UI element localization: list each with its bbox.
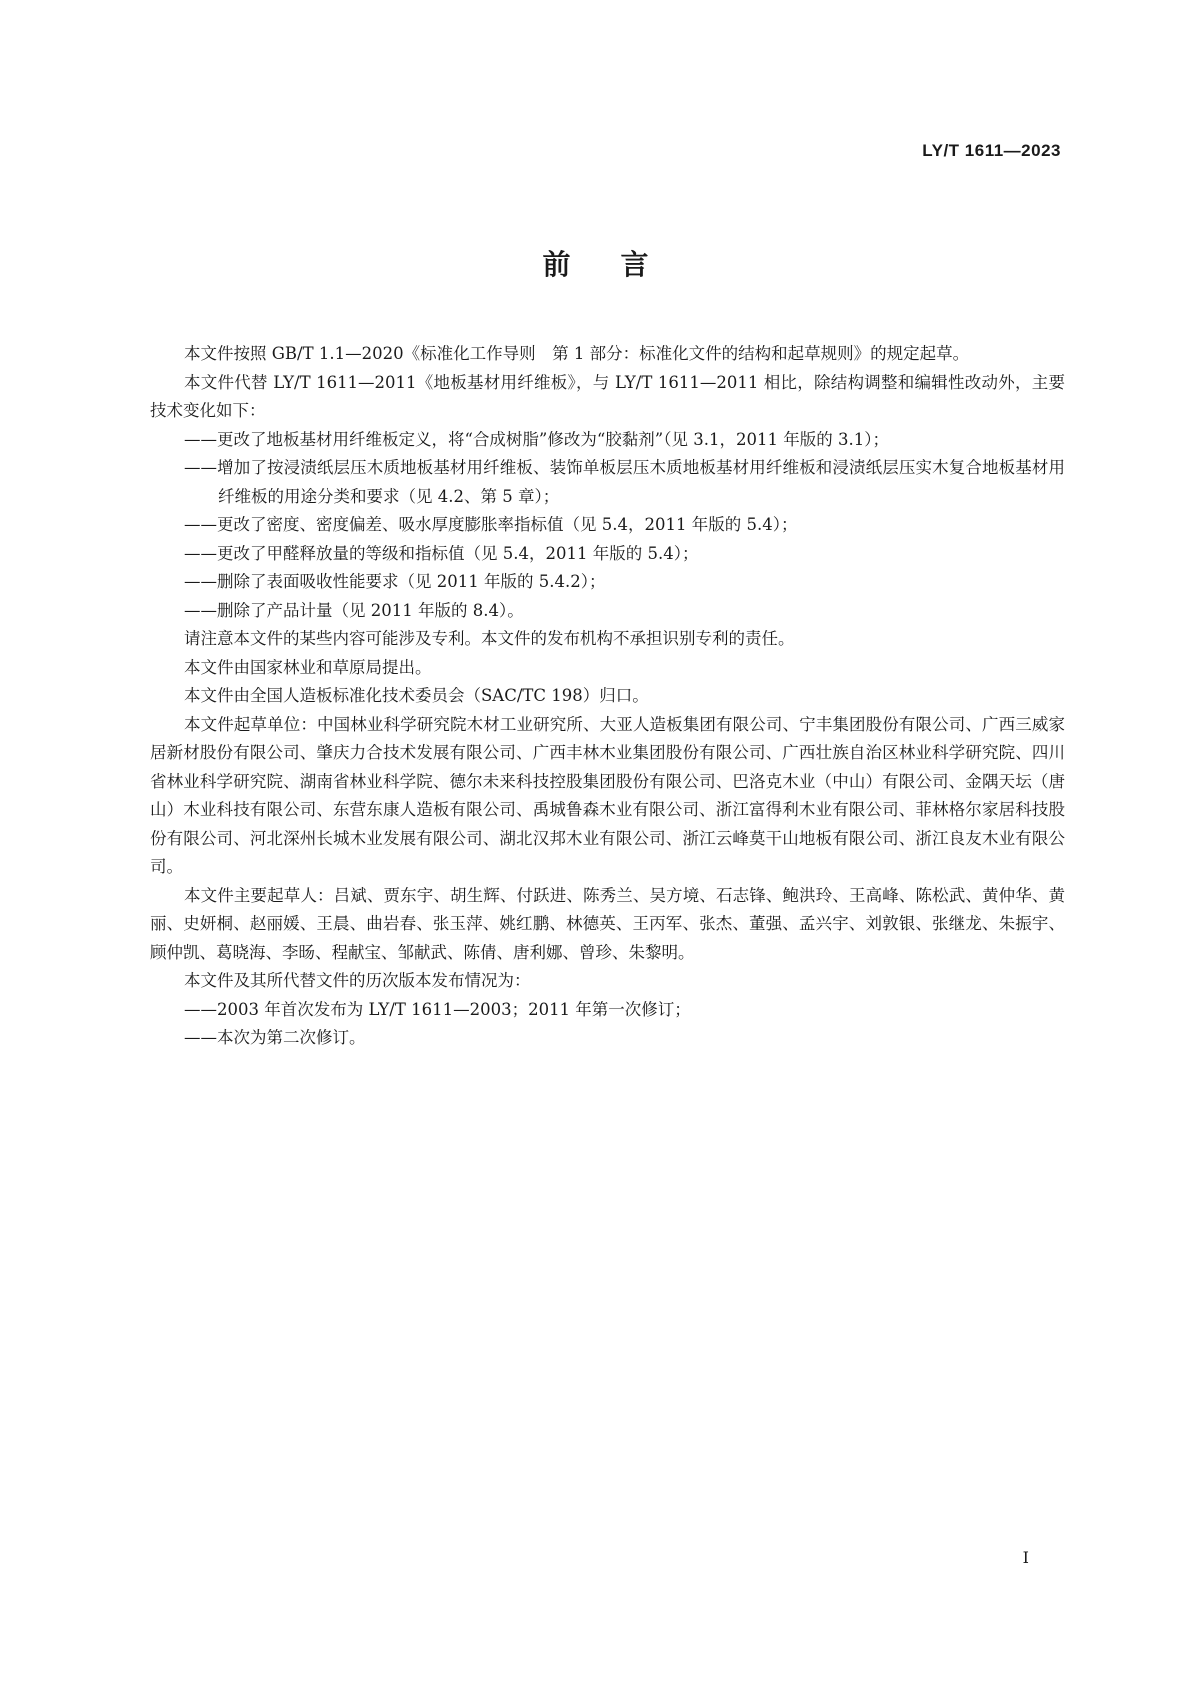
paragraph-drafting-rules: 本文件按照 GB/T 1.1—2020《标准化工作导则 第 1 部分：标准化文件的结构和起草规则》的规定起草。 bbox=[184, 344, 970, 363]
paragraph-patent-notice: 请注意本文件的某些内容可能涉及专利。本文件的发布机构不承担识别专利的责任。 bbox=[184, 629, 795, 648]
change-item: ——删除了产品计量（见 2011 年版的 8.4）。 bbox=[184, 600, 524, 620]
paragraph-drafting-units: 本文件起草单位：中国林业科学研究院木材工业研究所、大亚人造板集团有限公司、宁丰集团股份有限公司、广西三威家居新材股份有限公司、肇庆力合技术发展有限公司、广西丰林木业集团股份有限公司、广西壮族自治区林业科学研究院、四川省林业科学研究院、湖南省林业科学院、德尔未来科技控股集团股份有限公司、巴洛克木业（中山）有限公司、金隅天坛（唐山）木业科技有限公司、东营东康人造板有限公司、禹城鲁森木业有限公司、浙江富得利木业有限公司、菲林格尔家居科技股份有限公司、河北深州长城木业发展有限公司、湖北汉邦木业有限公司、浙江云峰莫干山地板有限公司、浙江良友木业有限公司。 bbox=[150, 714, 1065, 876]
paragraph-replacement: 本文件代替 LY/T 1611—2011《地板基材用纤维板》，与 LY/T 1611—2011 相比，除结构调整和编辑性改动外，主要技术变化如下： bbox=[150, 372, 1065, 420]
change-item: ——删除了表面吸收性能要求（见 2011 年版的 5.4.2）； bbox=[184, 572, 606, 591]
change-item: ——更改了密度、密度偏差、吸水厚度膨胀率指标值（见 5.4，2011 年版的 5.4）； bbox=[184, 515, 798, 534]
change-item: ——增加了按浸渍纸层压木质地板基材用纤维板、装饰单板层压木质地板基材用纤维板和浸渍纸层压实木复合地板基材用纤维板的用途分类和要求（见 4.2、第 5 章）； bbox=[184, 458, 1065, 506]
paragraph-version-history: 本文件及其所代替文件的历次版本发布情况为： bbox=[184, 971, 531, 990]
change-item: ——更改了地板基材用纤维板定义，将“合成树脂”修改为“胶黏剂”（见 3.1，2011 年版的 3.1）； bbox=[184, 429, 889, 449]
history-item: ——本次为第二次修订。 bbox=[184, 1028, 366, 1047]
document-code: LY/T 1611—2023 bbox=[922, 141, 1061, 160]
paragraph-proposer: 本文件由国家林业和草原局提出。 bbox=[184, 657, 432, 677]
page-number: I bbox=[1022, 1548, 1029, 1567]
paragraph-committee: 本文件由全国人造板标准化技术委员会（SAC/TC 198）归口。 bbox=[184, 686, 649, 705]
history-item: ——2003 年首次发布为 LY/T 1611—2003；2011 年第一次修订； bbox=[184, 999, 691, 1019]
change-item: ——更改了甲醛释放量的等级和指标值（见 5.4，2011 年版的 5.4）； bbox=[184, 543, 699, 563]
foreword-body bbox=[150, 340, 1065, 1053]
paragraph-drafters: 本文件主要起草人：吕斌、贾东宇、胡生辉、付跃进、陈秀兰、吴方境、石志锋、鲍洪玲、王高峰、陈松武、黄仲华、黄丽、史妍桐、赵丽媛、王晨、曲岩春、张玉萍、姚红鹏、林德英、王丙军、张杰、董强、孟兴宇、刘敦银、张继龙、朱振宇、顾仲凯、葛晓海、李旸、程献宝、邹献武、陈倩、唐利娜、曾珍、朱黎明。 bbox=[150, 885, 1065, 962]
page-title: 前言 bbox=[542, 248, 699, 281]
